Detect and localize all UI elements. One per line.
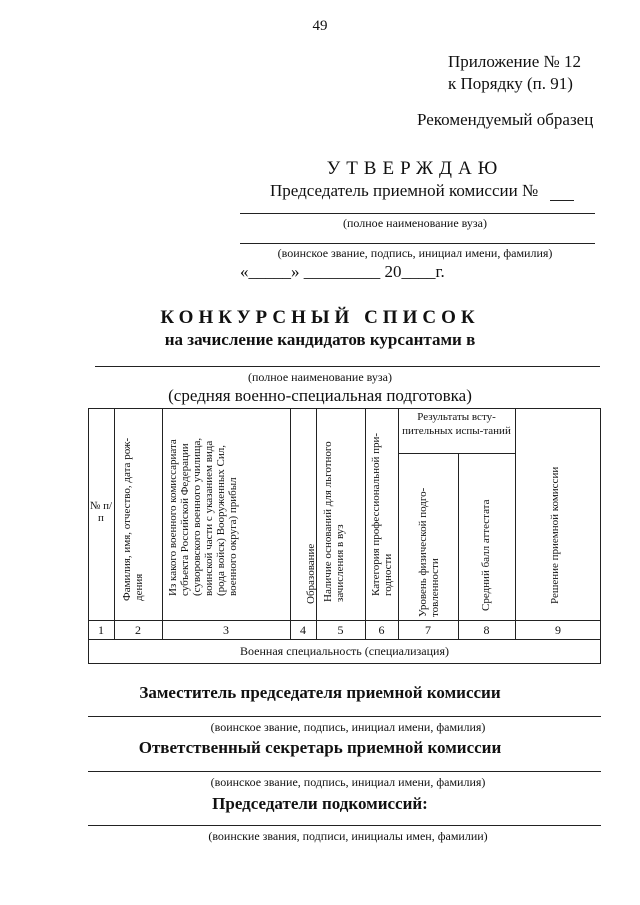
col-divider [162, 408, 163, 639]
column-number: 7 [425, 623, 431, 637]
col-divider [114, 408, 115, 639]
col-divider [365, 408, 366, 639]
appendix-reference: к Порядку (п. 91) [448, 74, 573, 93]
appendix-number: Приложение № 12 [448, 52, 581, 71]
results-group-divider [398, 453, 515, 454]
header-privileges: Наличие оснований для льготного зачисления в вуз [322, 441, 346, 602]
deputy-signature-caption: (воинское звание, подпись, инициал имени, фамилия) [210, 720, 486, 734]
recommended-sample-label: Рекомендуемый образец [417, 110, 594, 129]
university-name-caption: (полное наименование вуза) [343, 216, 487, 230]
university-line [95, 366, 600, 367]
approve-heading: УТВЕРЖДАЮ [326, 158, 504, 179]
header-results-group: Результаты всту-пительных испы-таний [402, 411, 511, 437]
chair-number-blank [550, 200, 574, 201]
column-number: 9 [555, 623, 561, 637]
secretary-signature-caption: (воинское звание, подпись, инициал имени, фамилия) [210, 775, 486, 789]
deputy-signature-line [88, 716, 601, 717]
col-divider [290, 408, 291, 639]
university-name-line [240, 213, 595, 214]
col-divider [458, 453, 459, 639]
chair-label: Председатель приемной комиссии № [270, 181, 539, 200]
training-level: (средняя военно-специальная подготовка) [168, 386, 472, 405]
column-number: 4 [300, 623, 306, 637]
secretary-title: Ответственный секретарь приемной комиссии [138, 738, 502, 757]
column-number: 5 [337, 623, 344, 637]
header-fitness-category: Категория профессиональной при-годности [370, 432, 394, 596]
header-commission-decision: Решение приемной комиссии [549, 466, 561, 604]
column-number: 2 [135, 623, 141, 637]
header-full-name: Фамилия, имя, отчество, дата рож-дения [121, 437, 145, 601]
secretary-signature-line [88, 771, 601, 772]
col-divider [398, 408, 399, 639]
document-title: КОНКУРСНЫЙ СПИСОК [160, 307, 480, 328]
signature-line [240, 243, 595, 244]
header-education: Образование [305, 543, 317, 604]
subchairs-signature-caption: (воинские звания, подписи, инициалы имен, фамилии) [208, 829, 488, 843]
signature-caption: (воинское звание, подпись, инициал имени, фамилия) [277, 246, 553, 260]
specialty-row: Военная специальность (специализация) [240, 644, 449, 658]
col-divider [515, 408, 516, 639]
header-number: № п/п [89, 500, 113, 524]
page-number: 49 [312, 18, 328, 34]
header-bottom-line [88, 620, 601, 621]
header-origin: Из какого военного комиссариата субъекта Российской Федерации (суворовского военного училища, воинской части с указанием вида (рода войск) Вооруженных Сил, военного округа) прибыл [167, 437, 239, 596]
column-number: 3 [223, 623, 229, 637]
university-caption: (полное наименование вуза) [248, 370, 392, 384]
column-number: 8 [483, 623, 490, 637]
column-number: 1 [98, 623, 104, 637]
column-number: 6 [378, 623, 385, 637]
document-subtitle: на зачисление кандидатов курсантами в [164, 330, 476, 349]
date-line: «_____» _________ 20____г. [240, 262, 445, 281]
deputy-chair-title: Заместитель председателя приемной комиссии [139, 683, 501, 702]
subcommission-chairs-title: Председатели подкомиссий: [212, 794, 428, 813]
header-physical-level: Уровень физической подго-товленности [417, 487, 441, 617]
numbers-bottom-line [88, 639, 601, 640]
header-average-grade: Средний балл аттестата [480, 499, 492, 611]
subchairs-signature-line [88, 825, 601, 826]
